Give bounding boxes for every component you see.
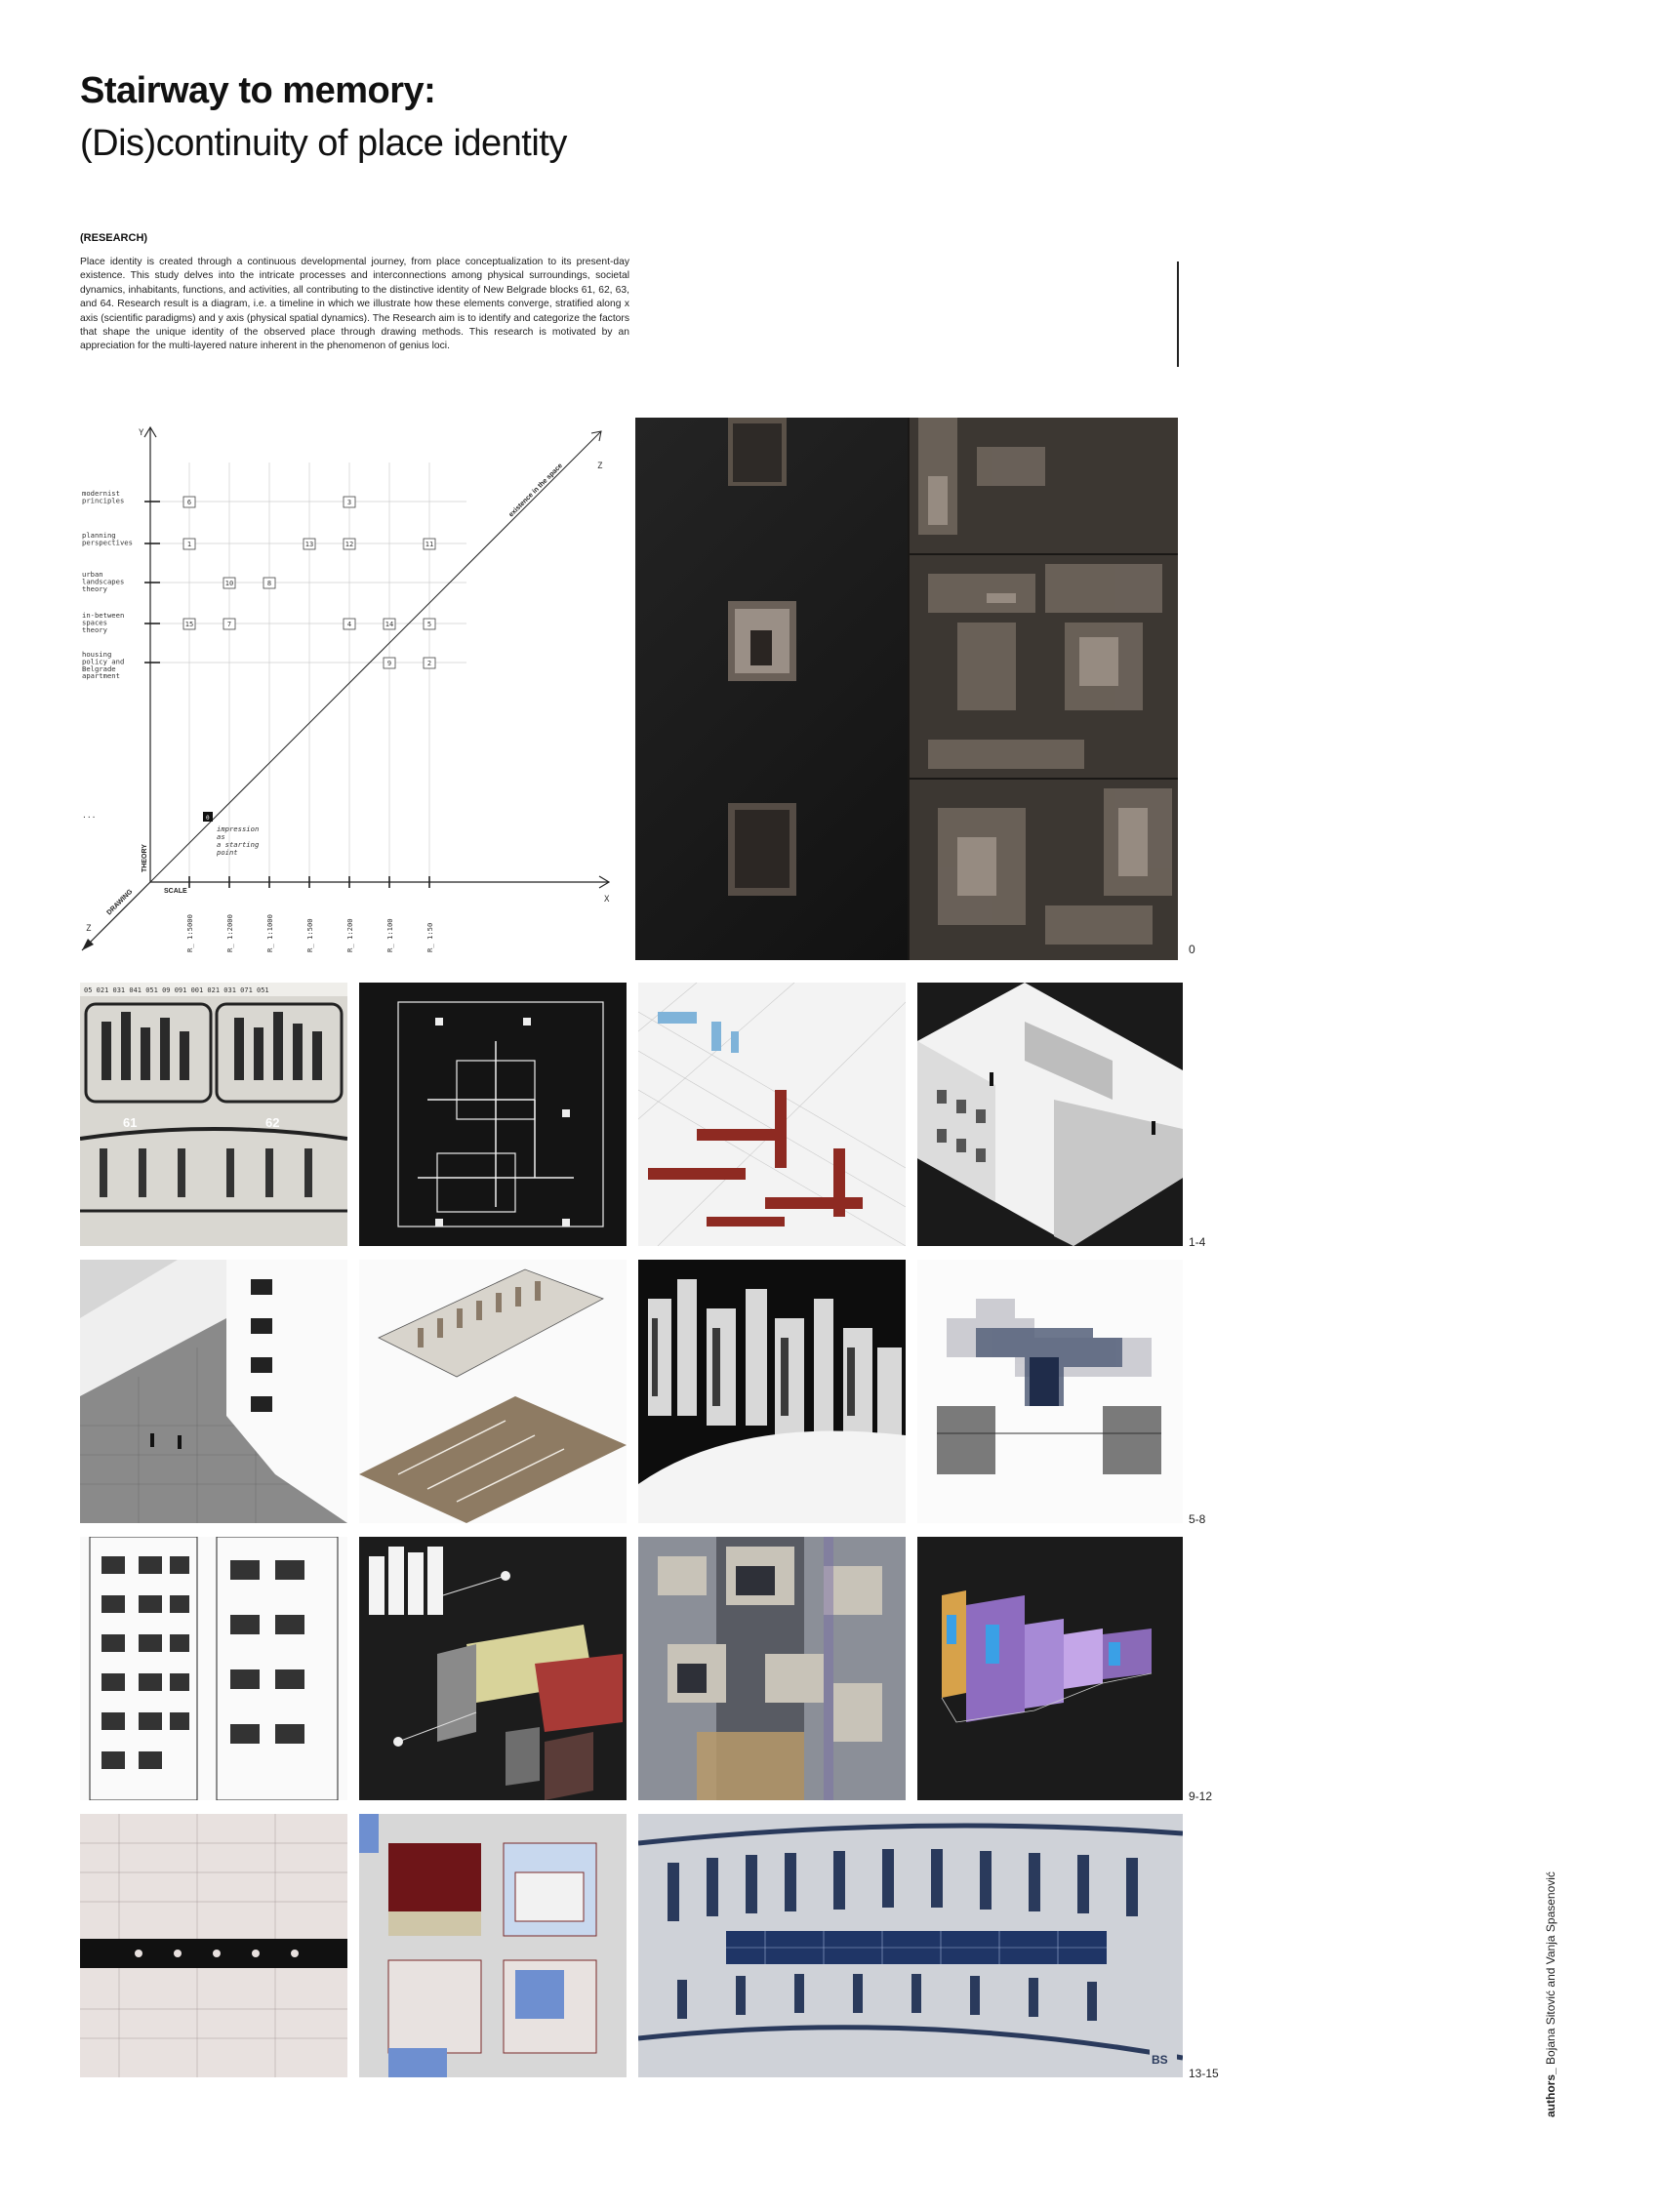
diagram-marker-label: 10 xyxy=(224,580,234,587)
axis-x-label: X xyxy=(604,895,610,905)
diagram-marker-label: 1 xyxy=(186,541,192,548)
authors-names: Bojana Sitović and Vanja Spasenović xyxy=(1544,1871,1558,2065)
diagram-marker-label: 6 xyxy=(186,499,192,506)
diagram-marker-label: 11 xyxy=(425,541,434,548)
map-label-61: 61 xyxy=(123,1115,138,1130)
tile-12-colored-volumes xyxy=(917,1537,1183,1800)
tile-7-collage-buildings xyxy=(638,1260,906,1523)
diagram-row-label: housing policy and Belgrade apartment xyxy=(82,650,125,681)
title-line-1: Stairway to memory: xyxy=(80,70,436,111)
tile-15-blocks-plan xyxy=(638,1814,1183,2077)
scale-tick-label: R_ 1:1000 xyxy=(265,914,274,952)
authors-prefix: authors_ xyxy=(1544,2068,1558,2117)
theory-label: THEORY xyxy=(142,844,148,872)
diagram-marker-label: 2 xyxy=(426,660,432,667)
axis-z-top-label: Z xyxy=(597,462,603,471)
group-label-5-8: 5-8 xyxy=(1189,1512,1206,1526)
diagram-row-label: planning perspectives xyxy=(82,531,133,547)
diagram-marker-label: 15 xyxy=(184,621,194,628)
section-label: (RESEARCH) xyxy=(80,232,148,244)
axis-y-label: Y xyxy=(139,428,144,438)
title-line-2: (Dis)continuity of place identity xyxy=(80,123,567,164)
diagram-marker-label: 13 xyxy=(304,541,314,548)
diagram-marker-label: 3 xyxy=(346,499,352,506)
tile-6-layered-site xyxy=(359,1260,627,1523)
scale-tick-label: R_ 1:100 xyxy=(385,918,394,952)
tile-5-facade-courtyard xyxy=(80,1260,347,1523)
scale-tick-label: R_ 1:5000 xyxy=(185,914,194,952)
drawing-label: DRAWING xyxy=(105,888,135,917)
diagram-row-label: modernist principles xyxy=(82,489,125,505)
diagram-marker-label: 5 xyxy=(426,621,432,628)
tile-8-overlay-abstraction xyxy=(917,1260,1183,1523)
start-marker-label: 0 xyxy=(206,815,210,822)
tile-3-axonometric-walls xyxy=(638,983,906,1246)
diagonal-label: existence in the space xyxy=(507,462,564,519)
group-label-13-15: 13-15 xyxy=(1189,2067,1219,2080)
start-note-line: a starting xyxy=(217,840,260,849)
scale-tick-label: R_ 1:50 xyxy=(425,922,434,952)
diagram-marker-label: 7 xyxy=(226,621,232,628)
hero-image xyxy=(635,418,1178,960)
diagram-row-label: in-between spaces theory xyxy=(82,611,125,634)
diagram-marker-label: 8 xyxy=(266,580,272,587)
group-label-9-12: 9-12 xyxy=(1189,1790,1213,1803)
abstract-text: Place identity is created through a continuous developmental journey, from place conceptualization to its present-day existence. This study delves into the intricate processes and interconnections among physical surroundings, societal dynamics, inhabitants, functions, and activities, all contributing to the distinctive identity of New Belgrade blocks 61, 62, 63, and 64. Research result is a diagram, i.e. a timeline in which we illustrate how these elements converge, stratified along x axis (scientific paradigms) and y axis (physical spatial dynamics). The Research aim is to identify and categorize the factors that shape the unique identity of the observed place through drawing methods. This research is motivated by an appreciation for the multi-layered nature inherent in the phenomenon of genius loci. xyxy=(80,257,629,352)
tile-1-site-map xyxy=(80,983,347,1246)
map-ruler-text: 05 021 031 041 051 09 091 001 021 031 071 051 xyxy=(84,986,269,994)
tile-14-four-vignettes xyxy=(359,1814,627,2077)
start-note-line: as xyxy=(217,832,225,841)
authors-credit xyxy=(1544,1871,1558,2117)
diagram-row-label: urban landscapes theory xyxy=(82,570,125,593)
scale-tick-label: R_ 1:2000 xyxy=(225,914,234,952)
start-note-line: impression xyxy=(217,824,260,833)
tile-11-facade-collage xyxy=(638,1537,906,1800)
axis-z-bottom-label: Z xyxy=(86,924,92,934)
hero-caption: 0 xyxy=(1189,943,1195,956)
tile-9-facade-sketch xyxy=(80,1537,347,1800)
start-note-line: point xyxy=(217,848,238,857)
research-diagram xyxy=(74,418,621,964)
tile-10-volumes-diagram xyxy=(359,1537,627,1800)
tile-2-plan-drawing xyxy=(359,983,627,1246)
map-label-62: 62 xyxy=(265,1115,280,1130)
scale-tick-label: R_ 1:500 xyxy=(305,918,314,952)
tile-13-section-drawing xyxy=(80,1814,347,2077)
diagram-marker-label: 14 xyxy=(385,621,394,628)
ellipsis-row: ... xyxy=(82,811,97,820)
vertical-divider xyxy=(1177,261,1179,367)
scale-tick-label: R_ 1:200 xyxy=(345,918,354,952)
scale-label: SCALE xyxy=(164,888,187,895)
plan-stamp: BS xyxy=(1152,2053,1168,2067)
diagram-marker-label: 9 xyxy=(386,660,392,667)
diagram-marker-label: 4 xyxy=(346,621,352,628)
group-label-1-4: 1-4 xyxy=(1189,1235,1206,1249)
tile-4-axonometric-building xyxy=(917,983,1183,1246)
diagram-marker-label: 12 xyxy=(344,541,354,548)
